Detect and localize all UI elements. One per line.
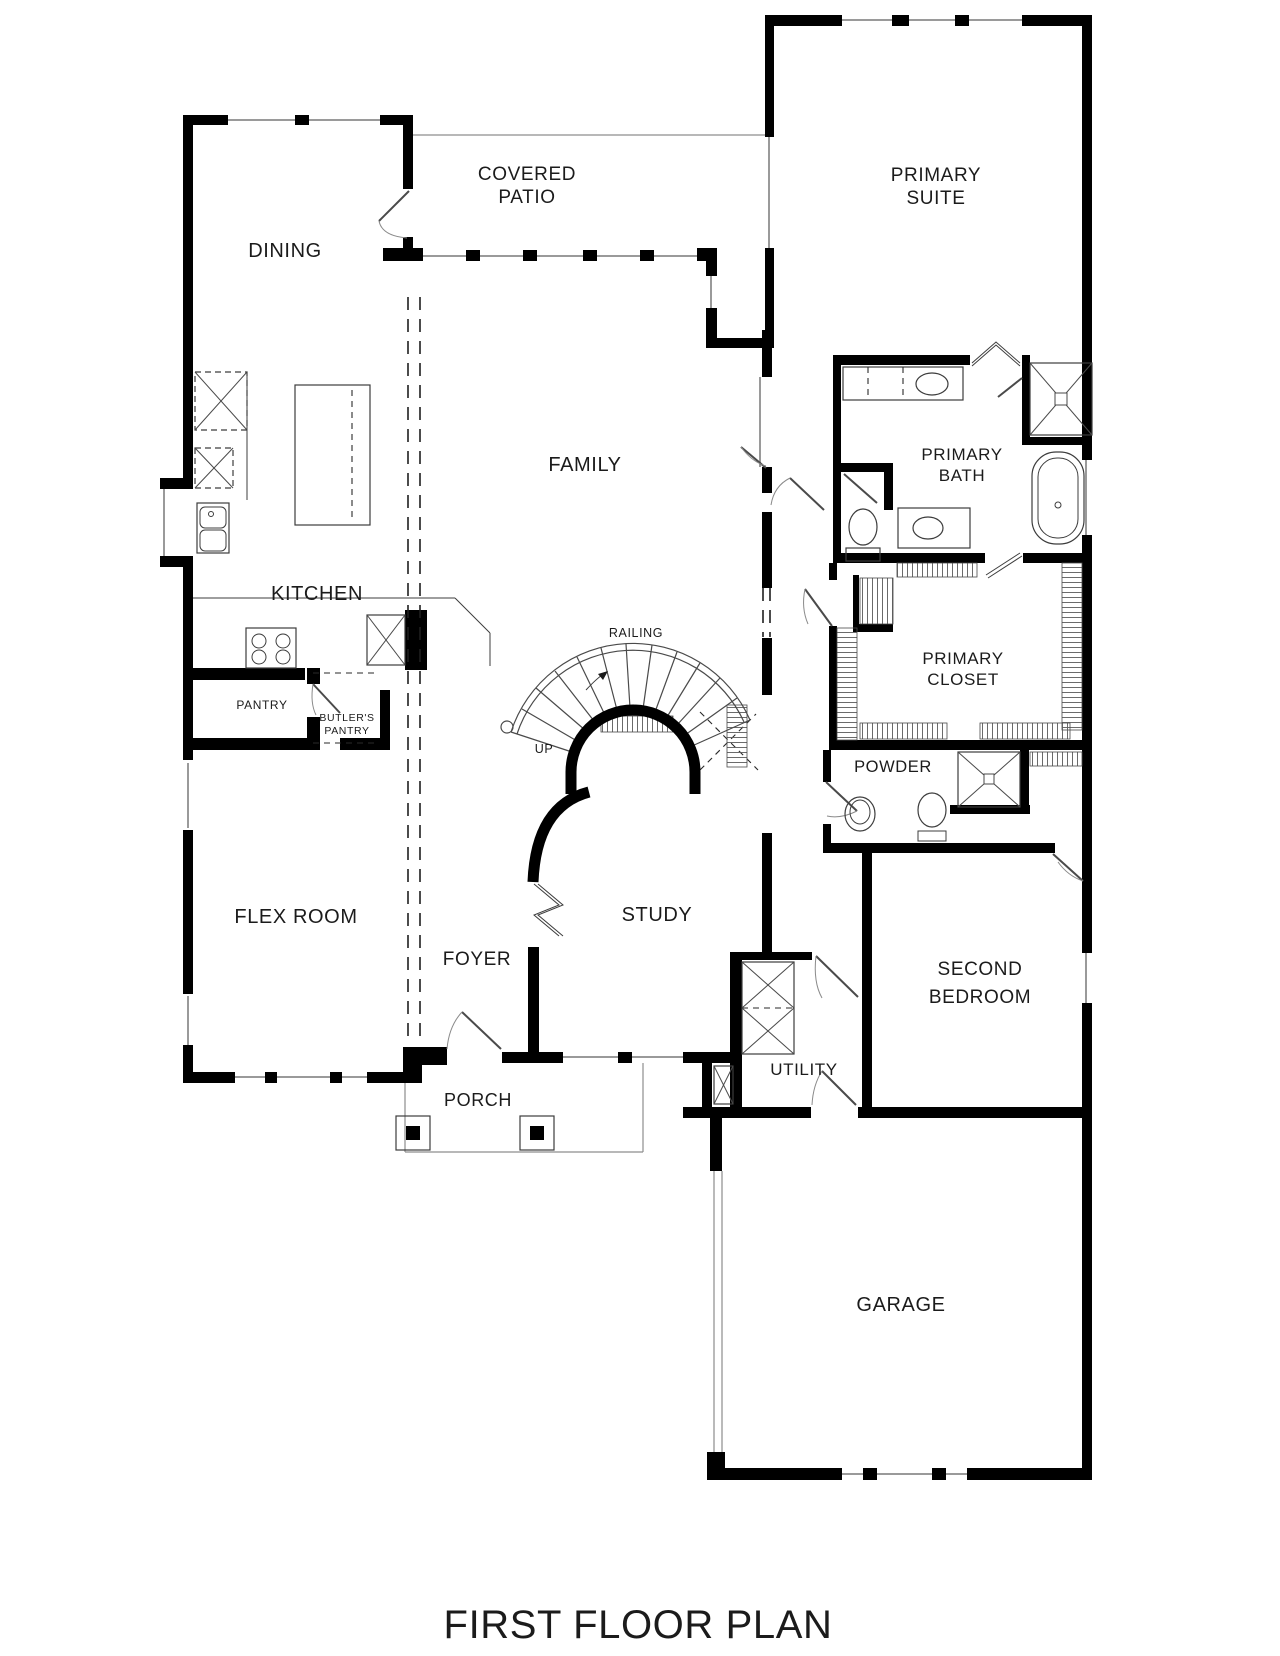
cooktop [246, 628, 296, 668]
bathtub [1032, 452, 1084, 544]
label-porch: PORCH [443, 1090, 513, 1110]
cabinet-box [195, 448, 233, 488]
washer-dryer [742, 962, 794, 1054]
porch-columns [396, 1116, 554, 1150]
powder-sink [918, 793, 946, 841]
label-railing: RAILING [608, 626, 664, 640]
label-kitchen: KITCHEN [271, 583, 363, 605]
kitchen-island [295, 385, 370, 525]
label-utility: UTILITY [770, 1060, 838, 1079]
kitchen-sink [197, 503, 229, 553]
label-pantry: PANTRY [236, 698, 288, 712]
bath-vanity-top [843, 367, 963, 400]
label-study: STUDY [621, 904, 693, 926]
curved-staircase [501, 643, 750, 936]
label-family: FAMILY [548, 454, 622, 476]
label-primary-bath: PRIMARY BATH [921, 445, 1003, 485]
label-garage: GARAGE [856, 1294, 946, 1316]
label-dining: DINING [248, 240, 322, 262]
label-second-bedroom: SECOND BEDROOM [928, 959, 1032, 1008]
label-covered-patio: COVERED PATIO [477, 164, 577, 208]
secondary-shower [958, 752, 1020, 807]
bath-vanity-bottom [898, 508, 970, 548]
walls [160, 15, 1092, 1480]
label-flex-room: FLEX ROOM [234, 906, 358, 928]
label-primary-suite: PRIMARY SUITE [890, 165, 982, 209]
oven-box [367, 615, 405, 665]
label-primary-closet: PRIMARY CLOSET [922, 649, 1004, 689]
label-powder: POWDER [854, 758, 932, 776]
label-foyer: FOYER [442, 949, 512, 970]
plan-title: FIRST FLOOR PLAN [443, 1603, 833, 1647]
label-up: UP [534, 742, 554, 756]
refrigerator-box [195, 372, 247, 430]
label-butlers-pantry: BUTLER'S PANTRY [319, 712, 375, 737]
